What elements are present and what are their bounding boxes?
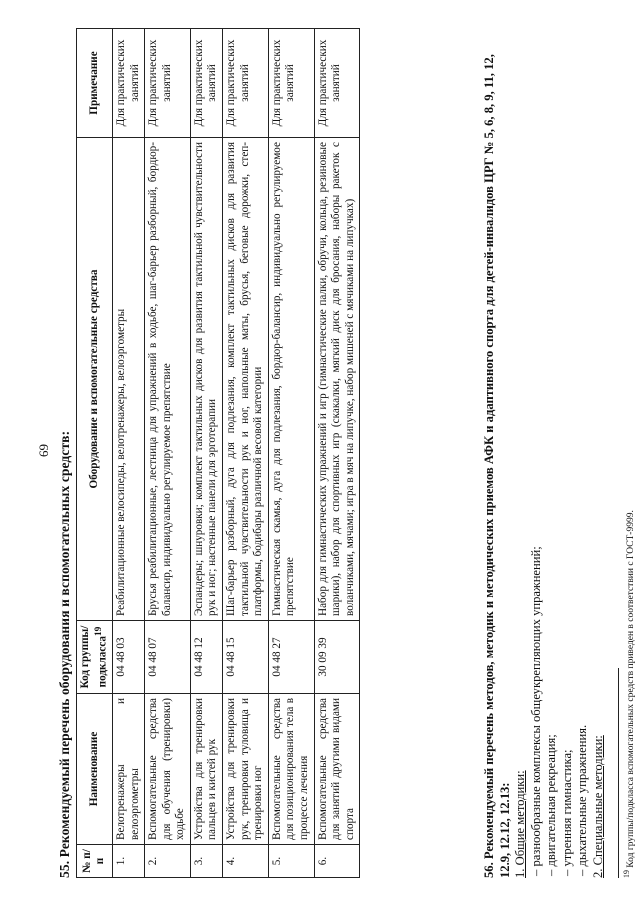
row-number: 3. <box>190 845 222 878</box>
header-note: Примечание <box>77 29 113 138</box>
header-group-code <box>77 621 113 694</box>
equipment-table <box>76 28 360 878</box>
footnote-mark: 19 <box>622 870 631 878</box>
list-item: – дыхательные упражнения. <box>575 28 591 876</box>
row-note: Для практических занятий <box>223 29 269 138</box>
row-equipment: Гимнастическая скамья, дуга для подлезания, бордюр-балансир, индивидуально регулируемое препятствие <box>268 138 314 621</box>
row-code: 04 48 27 <box>268 621 314 694</box>
header-equipment: Оборудование и вспомогательные средства <box>77 138 113 621</box>
footnote-text: Код группы/подкласса вспомогательных средств приведен в соответствии с ГОСТ-9999. <box>626 510 637 868</box>
row-code: 04 48 12 <box>190 621 222 694</box>
list-item: – разнообразные комплексы общеукрепляющих упражнений; <box>529 28 545 876</box>
row-note: Для практических занятий <box>145 29 191 138</box>
table-row <box>145 29 191 878</box>
row-equipment: Набор для гимнастических упражнений и игр (гимнастические палки, обручи, кольца, резиновые шарики), набор для спортивных игр (скакалки, мягкий диск для бросания, наборы ракеток с воланчиками, мячами; игра в мяч на липучке, набор мишеней с мячиками на липучках) <box>314 138 360 621</box>
page-number: 69 <box>36 444 51 457</box>
header-number: № п/п <box>77 845 113 878</box>
row-code: 30 09 39 <box>314 621 360 694</box>
row-number: 1. <box>112 845 144 878</box>
row-number: 4. <box>223 845 269 878</box>
table-row <box>268 29 314 878</box>
section-55-heading: 55. Рекомендуемый перечень оборудования и вспомогательных средств: <box>57 430 72 878</box>
header-group-code-footnote-mark: 19 <box>93 626 104 636</box>
table-row <box>223 29 269 878</box>
row-note: Для практических занятий <box>268 29 314 138</box>
footnote-divider <box>618 668 619 878</box>
row-note: Для практических занятий <box>112 29 144 138</box>
row-equipment: Брусья реабилитационные, лестница для упражнений в ходьбе, шаг-барьер разборный, бордюр-балансир, индивидуально регулируемое препятствие <box>145 138 191 621</box>
row-name: Велотренажеры и велоэргометры <box>112 694 144 845</box>
row-code: 04 48 15 <box>223 621 269 694</box>
table-row <box>190 29 222 878</box>
row-name: Устройства для тренировки рук, тренировки туловища и тренировки ног <box>223 694 269 845</box>
row-note: Для практических занятий <box>314 29 360 138</box>
row-equipment: Шаг-барьер разборный, дуга для подлезания, комплект тактильных дисков для развития тактильной чувствительности рук и ног, напольные маты, брусья, беговые дорожки, степ-платформы, бодибары различной весовой категории <box>223 138 269 621</box>
general-methods-label: 1. Общие методики: <box>513 770 527 878</box>
row-equipment: Эспандеры; шнуровки; комплект тактильных дисков для развития тактильной чувствительности рук и ног; настенные панели для эрготерапии <box>190 138 222 621</box>
row-name: Устройства для тренировки пальцев и кистей рук <box>190 694 222 845</box>
table-row <box>112 29 144 878</box>
rotated-document-page <box>22 13 637 888</box>
header-name: Наименование <box>77 694 113 845</box>
row-number: 6. <box>314 845 360 878</box>
table-header-row <box>77 29 113 878</box>
row-name: Вспомогательные средства для позиционирования тела в процессе лечения <box>268 694 314 845</box>
header-group-code-text: Код группы/ подкласса <box>79 625 109 689</box>
general-methods-list <box>529 28 591 878</box>
row-name: Вспомогательные средства для обучения (тренировки) ходьбе <box>145 694 191 845</box>
row-number: 5. <box>268 845 314 878</box>
section-56-heading: 56. Рекомендуемый перечень методов, методик и методических приемов АФК и адаптивного спорта для детей-инвалидов ЦРГ № 5, 6, 8, 9, 11, 12, 12.9, 12.12, 12.13: <box>482 54 512 878</box>
table-row <box>314 29 360 878</box>
row-number: 2. <box>145 845 191 878</box>
row-note: Для практических занятий <box>190 29 222 138</box>
row-code: 04 48 07 <box>145 621 191 694</box>
footnote <box>622 510 636 878</box>
row-code: 04 48 03 <box>112 621 144 694</box>
row-equipment: Реабилитационные велосипеды, велотренажеры, велоэргометры <box>112 138 144 621</box>
row-name: Вспомогательные средства для занятий другими видами спорта <box>314 694 360 845</box>
section-56 <box>482 28 606 878</box>
list-item: – утренняя гимнастика; <box>560 28 576 876</box>
special-methods-label: 2. Специальные методики: <box>590 735 605 878</box>
list-item: – двигательная рекреация; <box>544 28 560 876</box>
